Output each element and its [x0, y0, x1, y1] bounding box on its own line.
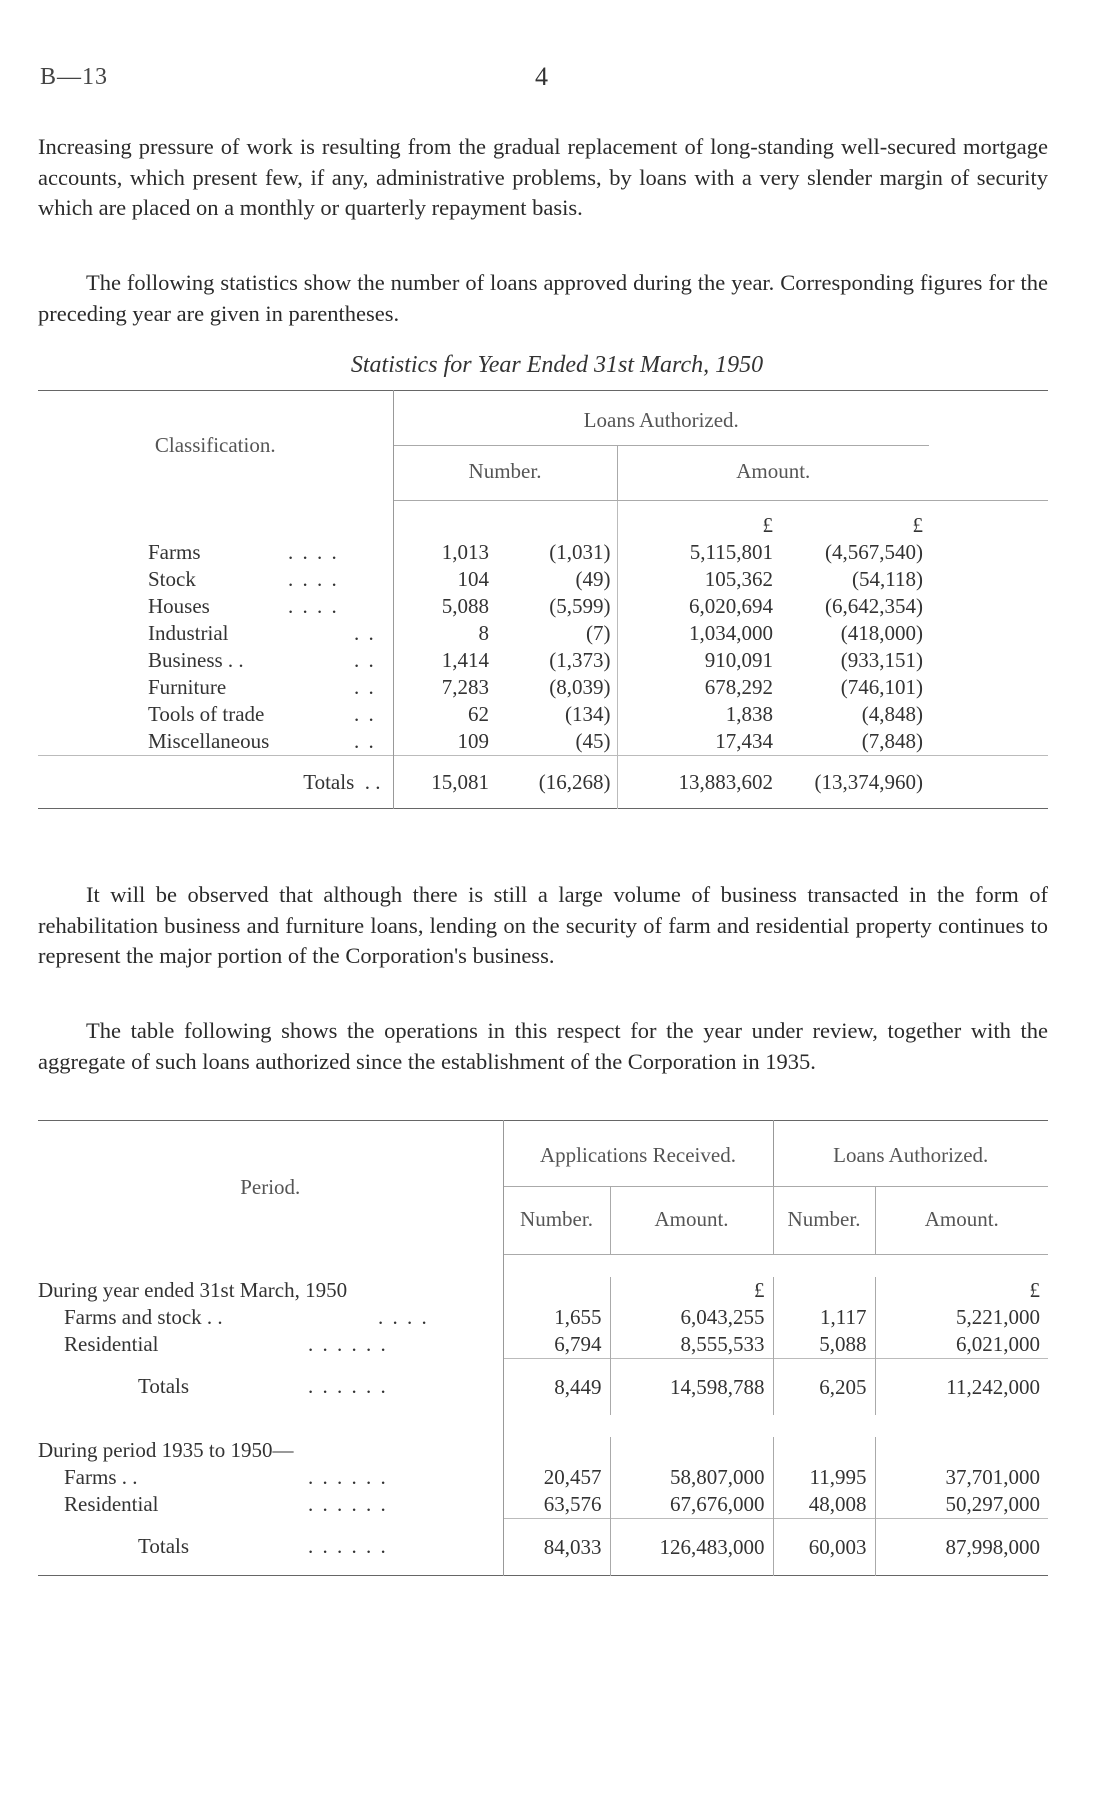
loan-amount: 6,021,000	[956, 1332, 1040, 1356]
total-number: 15,081	[393, 756, 495, 809]
app-number: 20,457	[503, 1464, 610, 1491]
row-label: Residential	[64, 1492, 159, 1517]
currency-unit: £	[912, 513, 923, 537]
totals-row	[38, 1519, 1048, 1576]
cell-amount-prev: (933,151)	[840, 648, 923, 672]
table-row	[38, 701, 1048, 728]
app-amount: 8,555,533	[610, 1331, 773, 1359]
loan-amount: 50,297,000	[945, 1492, 1040, 1516]
cell-number: 1,013	[393, 539, 495, 566]
row-label: Industrial	[148, 621, 229, 645]
table-row	[38, 1464, 1048, 1491]
cell-amount-prev: (418,000)	[840, 621, 923, 645]
cell-amount: 1,034,000	[689, 621, 773, 645]
row-label: Residential	[64, 1332, 159, 1357]
totals-row	[38, 756, 1048, 809]
loan-amount: 37,701,000	[945, 1465, 1040, 1489]
table-row	[38, 1491, 1048, 1519]
loan-number: 1,117	[773, 1304, 875, 1331]
total-app-amount: 14,598,788	[610, 1359, 773, 1416]
cell-amount: 1,838	[725, 702, 773, 726]
table-row	[38, 674, 1048, 701]
header-app-number: Number.	[503, 1187, 610, 1255]
total-loan-number: 6,205	[773, 1359, 875, 1416]
leader-dots: . . . . . .	[308, 1492, 388, 1517]
leader-dots: . .	[364, 769, 381, 794]
cell-amount-prev: (6,642,354)	[825, 594, 923, 618]
row-label: Business . .	[148, 648, 244, 672]
cell-number-prev: (134)	[495, 701, 617, 728]
row-label: Miscellaneous	[148, 729, 270, 753]
currency-unit: £	[1029, 1278, 1040, 1302]
cell-amount: 678,292	[704, 675, 773, 699]
cell-amount: 910,091	[704, 648, 773, 672]
row-label: Stock	[148, 567, 196, 591]
cell-amount: 5,115,801	[689, 540, 773, 564]
app-amount: 58,807,000	[610, 1464, 773, 1491]
leader-dots: . . . .	[288, 540, 339, 564]
leader-dots: . . . .	[288, 594, 339, 618]
cell-amount-prev: (746,101)	[840, 675, 923, 699]
cell-number: 7,283	[393, 674, 495, 701]
app-amount: 6,043,255	[610, 1304, 773, 1331]
cell-amount-prev: (4,848)	[861, 702, 923, 726]
total-app-number: 84,033	[503, 1519, 610, 1576]
cell-number-prev: (45)	[495, 728, 617, 756]
leader-dots: . . . . . .	[308, 1534, 388, 1559]
totals-label: Totals	[138, 1374, 190, 1399]
page-number: 4	[535, 62, 548, 91]
leader-dots: . . . .	[288, 567, 339, 591]
cell-amount: 105,362	[704, 567, 773, 591]
operations-table	[38, 1120, 1048, 1576]
table-row	[38, 1304, 1048, 1331]
app-number: 63,576	[503, 1491, 610, 1519]
cell-number-prev: (1,031)	[495, 539, 617, 566]
row-label: Farms . .	[64, 1465, 138, 1489]
total-loan-amount: 87,998,000	[875, 1519, 1048, 1576]
cell-number: 62	[393, 701, 495, 728]
total-app-amount: 126,483,000	[610, 1519, 773, 1576]
paragraph-4: The table following shows the operations in this respect for the year under review, together with the aggregate of such loans authorized since the establishment of the Corporation in 1935.	[38, 1018, 1048, 1074]
total-amount-prev: (13,374,960)	[779, 756, 929, 809]
table-row	[38, 593, 1048, 620]
leader-dots: . . . . . .	[308, 1465, 388, 1489]
table1-caption: Statistics for Year Ended 31st March, 1950	[350, 352, 764, 378]
app-amount: 67,676,000	[610, 1491, 773, 1519]
currency-unit: £	[610, 1277, 773, 1304]
total-app-number: 8,449	[503, 1359, 610, 1416]
total-loan-amount: 11,242,000	[875, 1359, 1048, 1416]
leader-dots: . .	[354, 729, 376, 753]
page-reference: B—13	[40, 64, 109, 90]
cell-amount-prev: (54,118)	[852, 567, 923, 591]
header-period: Period.	[38, 1121, 503, 1255]
cell-number-prev: (5,599)	[495, 593, 617, 620]
row-label: Tools of trade	[148, 702, 265, 726]
total-loan-number: 60,003	[773, 1519, 875, 1576]
table-row	[38, 620, 1048, 647]
totals-label: Totals	[138, 1534, 190, 1559]
cell-amount: 6,020,694	[689, 594, 773, 618]
table-row	[38, 728, 1048, 756]
cell-number-prev: (49)	[495, 566, 617, 593]
header-amount: Amount.	[617, 446, 929, 501]
totals-label: Totals	[303, 769, 355, 794]
loan-number: 11,995	[773, 1464, 875, 1491]
leader-dots: . .	[354, 702, 376, 726]
section-title: During period 1935 to 1950—	[38, 1438, 294, 1462]
header-loan-number: Number.	[773, 1187, 875, 1255]
cell-amount-prev: (4,567,540)	[825, 540, 923, 564]
leader-dots: . . . . . .	[308, 1332, 388, 1357]
row-label: Farms and stock . .	[64, 1305, 223, 1329]
table-row	[38, 566, 1048, 593]
row-label: Farms	[148, 540, 201, 564]
section-title: During year ended 31st March, 1950	[38, 1278, 348, 1302]
table-row	[38, 1331, 1048, 1359]
cell-amount-prev: (7,848)	[861, 729, 923, 753]
app-number: 6,794	[503, 1331, 610, 1359]
cell-number: 8	[393, 620, 495, 647]
header-loans-authorized: Loans Authorized.	[773, 1121, 1048, 1187]
header-app-amount: Amount.	[610, 1187, 773, 1255]
total-number-prev: (16,268)	[495, 756, 617, 809]
cell-number-prev: (8,039)	[495, 674, 617, 701]
table-row	[38, 539, 1048, 566]
total-amount: 13,883,602	[617, 756, 779, 809]
cell-number: 1,414	[393, 647, 495, 674]
header-applications-received: Applications Received.	[503, 1121, 773, 1187]
cell-number-prev: (7)	[495, 620, 617, 647]
header-loan-amount: Amount.	[875, 1187, 1048, 1255]
leader-dots: . . . .	[378, 1305, 429, 1329]
leader-dots: . .	[354, 621, 376, 645]
table-row	[38, 647, 1048, 674]
leader-dots: . . . . . .	[308, 1374, 388, 1399]
currency-unit: £	[762, 513, 773, 537]
paragraph-1: Increasing pressure of work is resulting from the gradual replacement of long-standing well-secured mortgage accounts, which present few, if any, administrative problems, by loans with a very slender margin of security which are placed on a monthly or quarterly repayment basis.	[38, 134, 1048, 220]
row-label: Houses	[148, 594, 210, 618]
cell-number: 104	[393, 566, 495, 593]
cell-number: 5,088	[393, 593, 495, 620]
app-number: 1,655	[503, 1304, 610, 1331]
leader-dots: . .	[354, 648, 376, 672]
cell-number: 109	[393, 728, 495, 756]
header-loans-authorized: Loans Authorized.	[393, 391, 929, 446]
cell-number-prev: (1,373)	[495, 647, 617, 674]
loan-number: 48,008	[773, 1491, 875, 1519]
loan-amount: 5,221,000	[956, 1305, 1040, 1329]
header-number: Number.	[393, 446, 617, 501]
header-classification: Classification.	[38, 391, 393, 501]
loan-number: 5,088	[773, 1331, 875, 1359]
cell-amount: 17,434	[715, 729, 773, 753]
paragraph-2: The following statistics show the number of loans approved during the year. Corresponding figures for the preceding year are given in parentheses.	[38, 270, 1048, 326]
leader-dots: . .	[354, 675, 376, 699]
paragraph-3: It will be observed that although there is still a large volume of business transacted in the form of rehabilitation business and furniture loans, lending on the security of farm and residential property continues to represent the major portion of the Corporation's business.	[38, 882, 1048, 968]
row-label: Furniture	[148, 675, 227, 699]
totals-row	[38, 1359, 1048, 1416]
loans-statistics-table	[38, 390, 1048, 809]
